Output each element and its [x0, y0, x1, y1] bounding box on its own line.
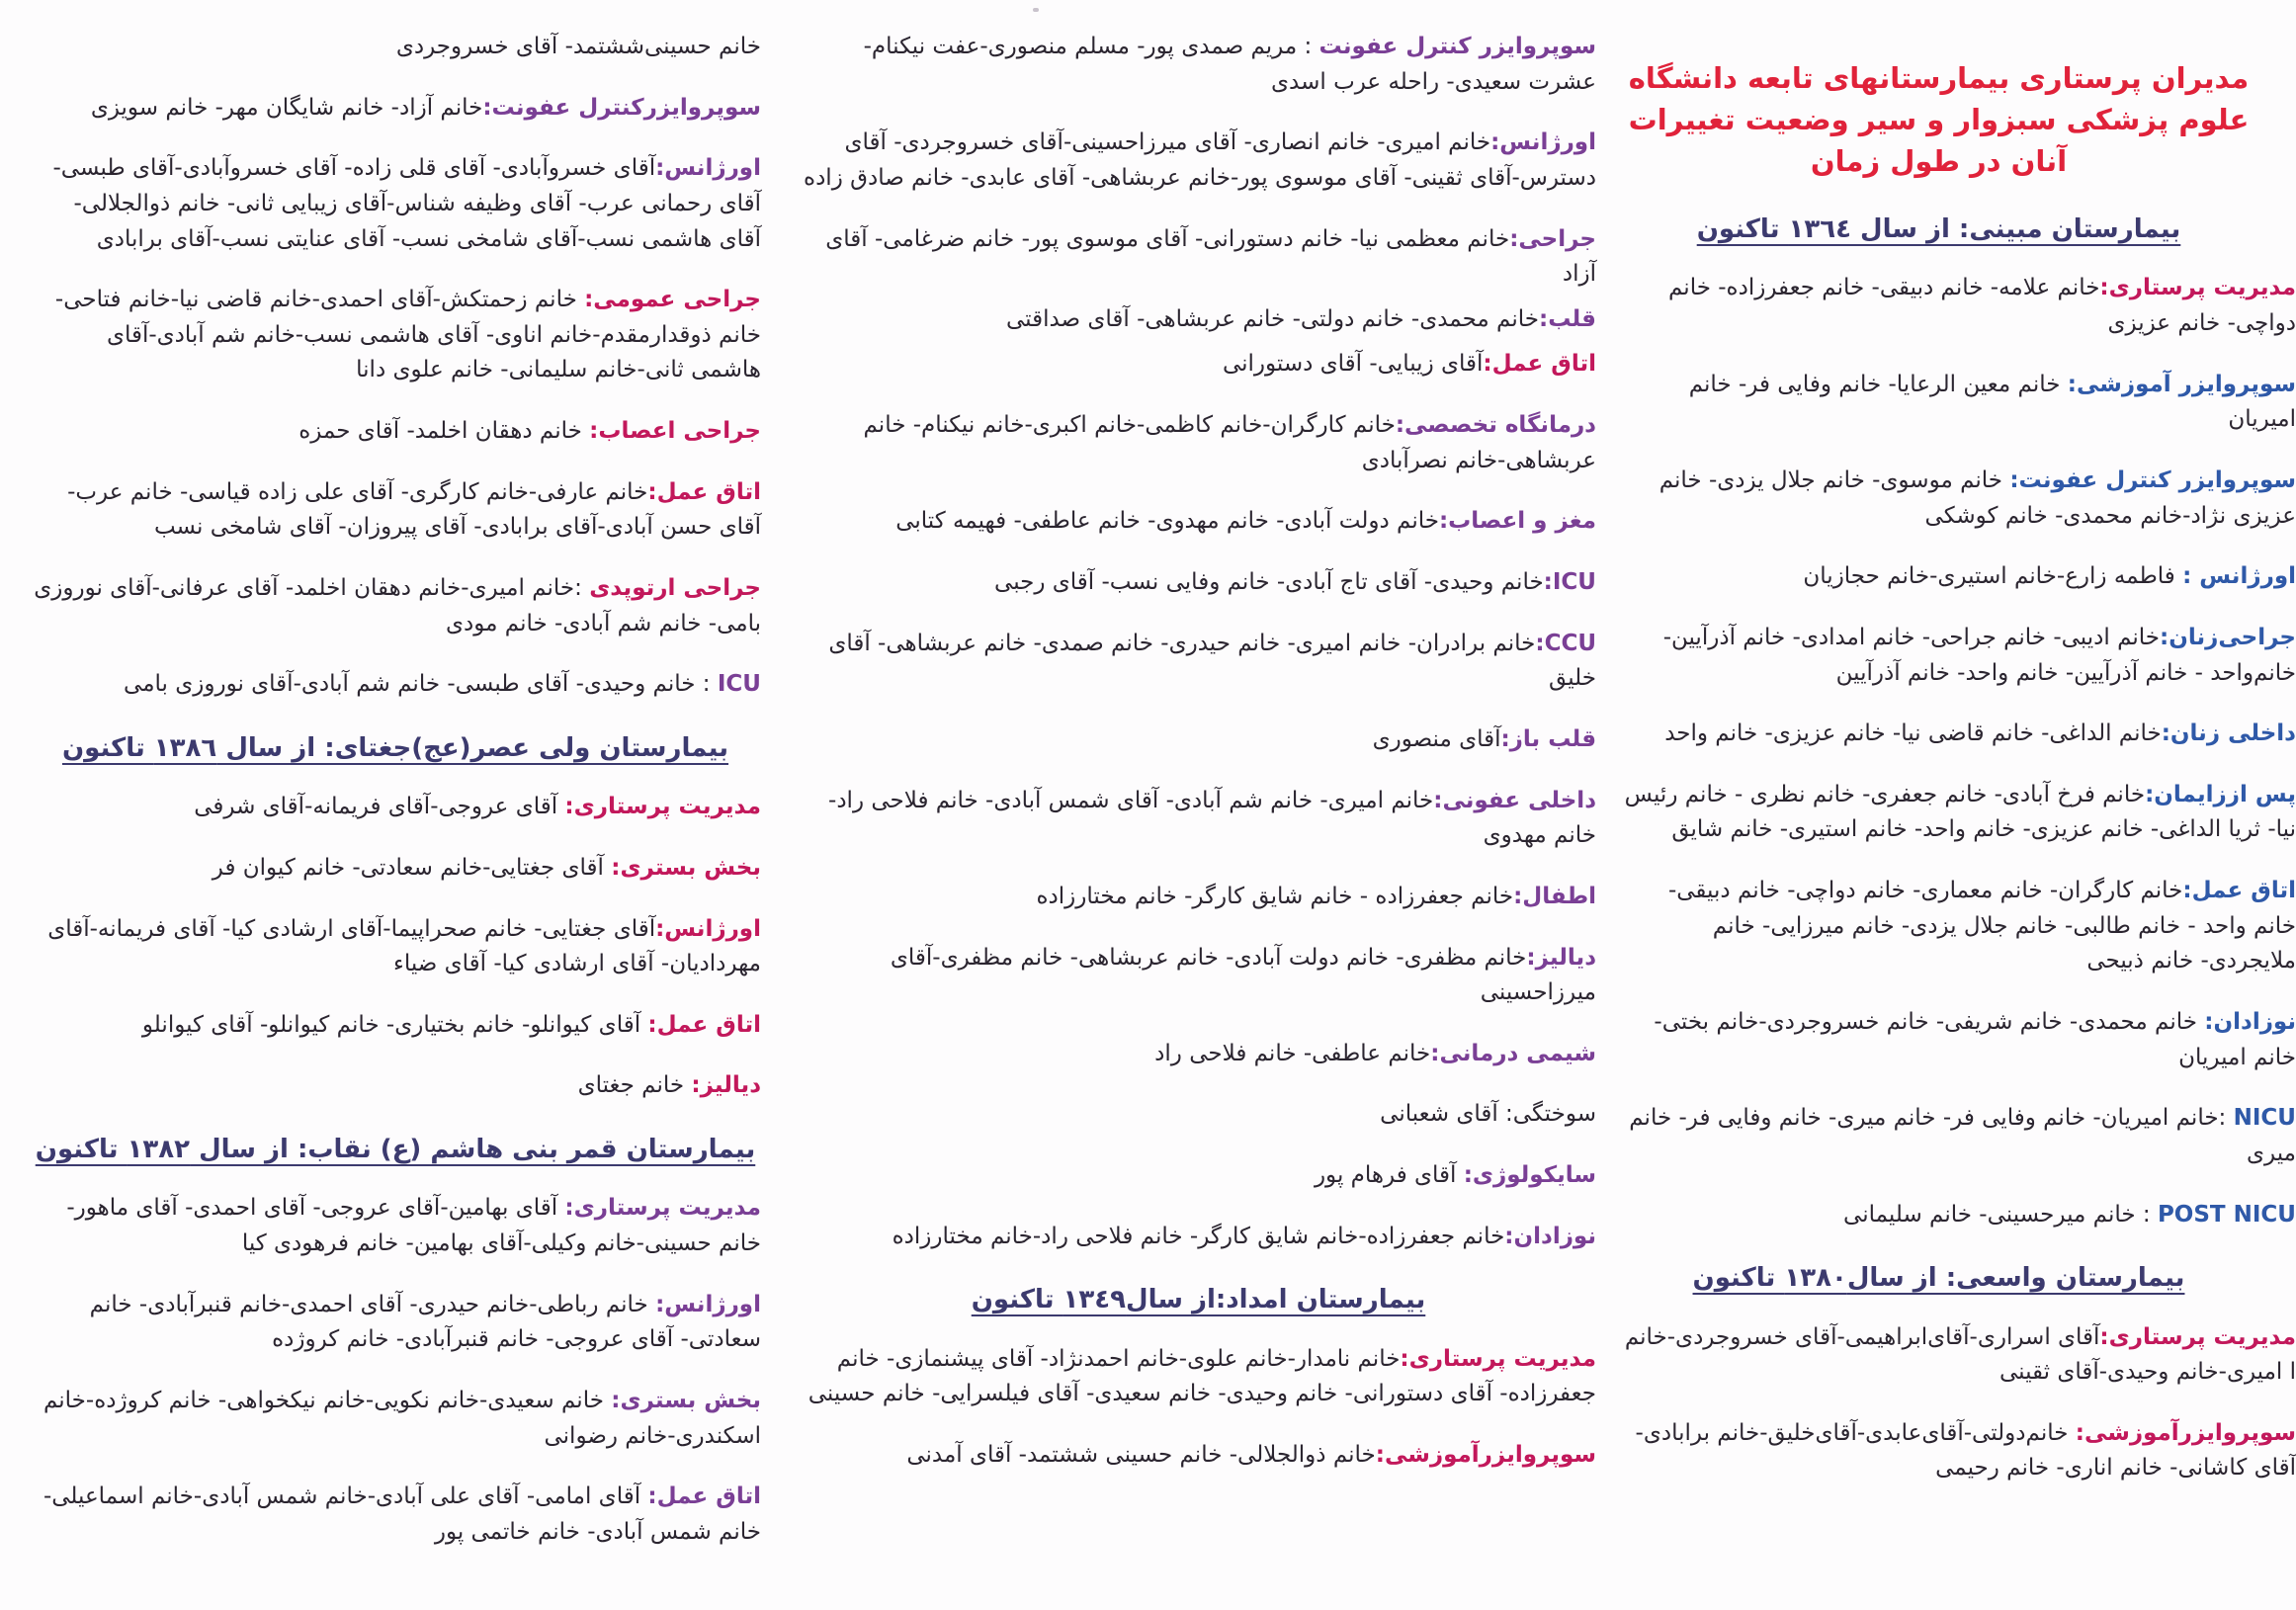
department-label: دیالیز: — [1526, 944, 1596, 971]
staff-names: خانم آزاد- خانم شایگان مهر- خانم سویزی — [90, 94, 483, 121]
staff-names: فاطمه زارع-خانم استیری-خانم حجازیان — [1803, 563, 2183, 590]
section-list — [30, 30, 761, 703]
staff-names: خانم وحیدی- آقای تاج آبادی- خانم وفایی نسب- آقای رجبی — [994, 569, 1544, 596]
staff-names: خانم رباطی-خانم حیدری- آقای احمدی-خانم قنبرآبادی- خانم سعادتی- آقای عروجی- خانم قنبرآبادی- خانم کروژده — [89, 1291, 761, 1353]
staff-names: خانم ذوالجلالی- خانم حسینی ششتمد- آقای آمدنی — [906, 1441, 1376, 1468]
hospital-heading-qamar: بیمارستان قمر بنی هاشم (ع) نقاب: از سال ١٣٨٢ تاکنون — [35, 1135, 756, 1165]
department-label: سوپروایزرآموزشی: — [2075, 1419, 2296, 1446]
staff-names: آقای منصوری — [1372, 725, 1501, 752]
section-list — [1621, 1320, 2296, 1487]
staff-names: آقای امامی- آقای علی آبادی-خانم شمس آبادی-خانم اسماعیلی-خانم شمس آبادی- خانم خاتمی پور — [43, 1483, 761, 1545]
staff-entry — [801, 1342, 1596, 1412]
staff-names: خانم مظفری- خانم دولت آبادی- خانم عربشاهی- خانم مظفری-آقای میرزاحسینی — [890, 944, 1596, 1006]
staff-names: خانم محمدی- خانم دولتی- خانم عربشاهی- آقای صداقتی — [1005, 305, 1539, 332]
hospital-heading-valiasr: بیمارستان ولی عصر(عج)جغتای: از سال ١٣٨٦ تاکنون — [61, 732, 729, 763]
staff-names: خانم ادیبی- خانم جراحی- خانم امدادی- خانم آذرآیین- خانم‌واحد - خانم آذرآیین- خانم واحد- خانم آذرآیین — [1662, 624, 2296, 686]
staff-names: : مریم صمدی پور- مسلم منصوری-عفت نیکنام- عشرت سعیدی- راحله عرب اسدی — [863, 34, 1596, 95]
column-right — [1621, 30, 2296, 1600]
department-label: ICU — [717, 671, 761, 698]
staff-names: آقای اسراری-آقای‌ابراهیمی-آقای خسروجردی-خانم ا امیری-خانم وحیدی-آقای ثقینی — [1624, 1323, 2296, 1386]
staff-names: خانم برادران- خانم امیری- خانم حیدری- خانم صمدی- خانم عربشاهی- آقای خلیق — [828, 630, 1596, 692]
staff-names: آقای خسروآبادی- آقای قلی زاده- آقای خسروآبادی-آقای طبسی- آقای رحمانی عرب- آقای وظیفه شناس-آقای زیبایی ثانی- خانم ذوالجلالی- آقای هاشمی نسب-آقای شامخی نسب- آقای عنایتی نسب-آقای برابادی — [52, 155, 761, 252]
department-label: جراحی عمومی: — [584, 287, 761, 313]
department-label: ICU: — [1543, 569, 1596, 596]
staff-names: :خانم امیری-خانم دهقان اخلمد- آقای عرفانی-آقای نوروزی بامی- خانم شم آبادی- خانم مودی — [34, 575, 761, 636]
staff-names: خانم کارگران- خانم معماری- خانم دواچی- خانم دبیقی- خانم واحد - خانم طالبی- خانم جلال یزدی- خانم میرزایی- خانم ملایجردی- خانم ذبیحی — [1667, 878, 2296, 974]
staff-names: خانم معین الرعایا- خانم وفایی فر- خانم امیریان — [1688, 371, 2296, 433]
department-label: داخلی زنان: — [2161, 720, 2296, 747]
staff-entry — [801, 1158, 1596, 1194]
staff-entry — [801, 1220, 1596, 1255]
staff-names: خانم معظمی نیا- خانم دستورانی- آقای موسوی پور- خانم ضرغامی- آقای آزاد — [825, 225, 1596, 288]
department-label: سوپروایزر آموزشی: — [2067, 371, 2296, 397]
staff-entry — [30, 912, 761, 982]
department-label: درمانگاه تخصصی: — [1395, 412, 1596, 439]
department-label: NICU — [2233, 1105, 2296, 1132]
department-label: پس اززایمان: — [2145, 781, 2296, 807]
staff-names: آقای جغتایی-خانم سعادتی- خانم کیوان فر — [212, 854, 612, 881]
department-label: قلب باز: — [1500, 725, 1596, 752]
staff-entry — [1621, 1416, 2296, 1486]
staff-names: آقای فرهام پور — [1314, 1162, 1464, 1189]
staff-entry — [801, 222, 1596, 293]
hospital-heading-mobini: بیمارستان مبینی: از سال ١٣٦٤ تاکنون — [1696, 214, 2181, 245]
staff-names: خانم فرخ آبادی- خانم جعفری- خانم نظری - خانم رئیس نیا- ثریا الداغی- خانم عزیزی- خانم واحد- خانم استیری- خانم شایق — [1624, 781, 2296, 843]
staff-entry — [30, 414, 761, 450]
department-label: اورژانس: — [655, 1291, 761, 1317]
department-label: سوپروایزرکنترل عفونت: — [482, 94, 761, 121]
scan-speck — [1033, 8, 1039, 12]
staff-entry — [801, 408, 1596, 478]
staff-entry — [30, 283, 761, 388]
staff-names: خانم کارگران-خانم کاظمی-خانم اکبری-خانم نیکنام- خانم عربشاهی-خانم نصرآبادی — [863, 412, 1596, 473]
department-label: بخش بستری: — [611, 854, 761, 881]
staff-entry — [30, 1068, 761, 1104]
staff-entry — [1621, 464, 2296, 534]
staff-entry — [30, 1384, 761, 1454]
department-label: اطفال: — [1513, 883, 1596, 909]
department-label: مدیریت پرستاری: — [2099, 275, 2296, 301]
staff-names: خانم زحمتکش-آقای احمدی-خانم قاضی نیا-خانم فتاحی-خانم ذوقدارمقدم-خانم اناوی- آقای هاشمی نسب-خانم شم آبادی-آقای هاشمی ثانی-خانم سلیمانی- خانم علوی دانا — [54, 287, 761, 383]
staff-entry — [30, 30, 761, 65]
staff-entry — [30, 1288, 761, 1358]
staff-entry — [801, 347, 1596, 382]
department-label: داخلی عفونی: — [1433, 787, 1596, 813]
staff-entry — [30, 1480, 761, 1550]
staff-names: خانم الداغی- خانم قاضی نیا- خانم عزیزی- خانم واحد — [1664, 720, 2162, 747]
staff-names: آقای جغتایی- خانم صحراپیما-آقای ارشادی کیا- آقای فریمانه-آقای مهردادیان- آقای ارشادی کیا- آقای ضیاء — [47, 915, 761, 977]
section-list — [30, 1191, 761, 1550]
department-label: جراحی‌زنان: — [2160, 624, 2296, 650]
staff-entry — [1621, 368, 2296, 438]
staff-entry — [801, 504, 1596, 540]
staff-entry — [1621, 559, 2296, 595]
staff-entry — [30, 151, 761, 257]
staff-names: خانم دهقان اخلمد- آقای حمزه — [298, 418, 590, 445]
department-label: اورژانس : — [2182, 563, 2296, 590]
staff-names: خانم علامه- خانم دبیقی- خانم جعفرزاده- خانم دواچی- خانم عزیزی — [1668, 275, 2296, 337]
department-label: سوپروایزر کنترل عفونت — [1318, 34, 1596, 59]
staff-entry — [801, 302, 1596, 338]
hospital-heading-emdad: بیمارستان امداد:از سال١٣٤٩ تاکنون — [971, 1285, 1426, 1315]
staff-names: : خانم وحیدی- آقای طبسی- خانم شم آبادی-آقای نوروزی بامی — [124, 671, 718, 698]
staff-names: خانم نامدار-خانم علوی-خانم احمدنژاد- آقای پیشنمازی- خانم جعفرزاده- آقای دستورانی- خانم وحیدی- خانم سعیدی- آقای فیلسرایی- خانم حسینی — [808, 1345, 1596, 1407]
staff-entry — [801, 1037, 1596, 1072]
department-label: اتاق عمل: — [1483, 351, 1596, 378]
staff-entry — [801, 126, 1596, 196]
department-label: مدیریت پرستاری: — [2099, 1323, 2296, 1350]
staff-entry — [801, 1097, 1596, 1133]
department-label: دیالیز: — [691, 1072, 761, 1099]
staff-names: خانم جعفرزاده-خانم شایق کارگر- خانم فلاحی راد-خانم مختارزاده — [892, 1223, 1505, 1249]
staff-entry — [30, 851, 761, 887]
staff-entry — [801, 784, 1596, 854]
department-label: مدیریت پرستاری: — [564, 794, 761, 820]
staff-names: سوختگی: آقای شعبانی — [1380, 1101, 1596, 1128]
staff-names: خانم امیری- خانم انصاری- آقای میرزاحسینی-آقای خسروجردی- آقای دسترس-آقای ثقینی- آقای موسوی پور-خانم عربشاهی- آقای عابدی- خانم صادق زاده — [804, 129, 1596, 191]
section-list — [1621, 271, 2296, 1232]
section-list — [801, 30, 1596, 1254]
department-label: شیمی درمانی: — [1430, 1040, 1596, 1066]
department-label: مدیریت پرستاری: — [1400, 1345, 1596, 1372]
staff-entry — [1621, 1005, 2296, 1075]
staff-entry — [30, 667, 761, 703]
department-label: اورژانس: — [655, 155, 761, 182]
department-label: سایکولوژی: — [1463, 1162, 1596, 1189]
staff-entry — [30, 1008, 761, 1044]
staff-entry — [1621, 1320, 2296, 1391]
staff-names: خانم عاطفی- خانم فلاحی راد — [1154, 1040, 1431, 1066]
staff-entry — [801, 941, 1596, 1011]
staff-names: خانم عارفی-خانم کارگری- آقای علی زاده قیاسی- خانم عرب- آقای حسن آبادی-آقای برابادی- آقای پیروزان- آقای شامخی نسب — [67, 478, 761, 541]
department-label: اتاق عمل: — [647, 1011, 761, 1038]
staff-entry — [1621, 1101, 2296, 1171]
department-label: اتاق عمل: — [647, 478, 761, 505]
department-label: اتاق عمل: — [647, 1483, 761, 1510]
staff-names: خانم محمدی- خانم شریفی- خانم خسروجردی-خانم بختی- خانم امیریان — [1654, 1009, 2296, 1070]
department-label: مغز و اعصاب: — [1438, 508, 1596, 535]
department-label: نوزادان: — [1504, 1223, 1596, 1249]
staff-entry — [801, 627, 1596, 697]
staff-entry — [30, 790, 761, 825]
department-label: مدیریت پرستاری: — [564, 1195, 761, 1222]
department-label: POST NICU — [2157, 1201, 2296, 1228]
department-label: اتاق عمل: — [2182, 878, 2296, 904]
staff-entry — [801, 1438, 1596, 1474]
staff-entry — [1621, 1198, 2296, 1233]
department-label: نوزادان: — [2204, 1009, 2296, 1036]
staff-names: خانم‌دولتی-آقای‌عابدی-آقای‌خلیق-خانم برابادی- آقای کاشانی- خانم اناری- خانم رحیمی — [1635, 1419, 2296, 1482]
department-label: قلب: — [1539, 305, 1596, 332]
staff-names: :خانم امیریان- خانم وفایی فر- خانم میری- خانم وفایی فر- خانم میری — [1629, 1105, 2296, 1166]
staff-names: خانم امیری- خانم شم آبادی- آقای شمس آبادی- خانم فلاحی راد- خانم مهدوی — [828, 787, 1596, 849]
staff-entry — [801, 880, 1596, 915]
staff-names: : خانم میرحسینی- خانم سلیمانی — [1843, 1201, 2158, 1228]
staff-names: خانم حسینی‌ششتمد- آقای خسروجردی — [395, 34, 761, 59]
department-label: جراحی: — [1509, 225, 1596, 252]
staff-entry — [1621, 271, 2296, 341]
staff-entry — [30, 1191, 761, 1261]
staff-names: خانم سعیدی-خانم نکویی-خانم نیکخواهی- خانم کروژده-خانم اسکندری-خانم رضوانی — [43, 1387, 761, 1449]
department-label: اورژانس: — [1490, 129, 1596, 156]
department-label: سوپروایزرآموزشی: — [1375, 1441, 1596, 1468]
staff-names: آقای کیوانلو- خانم بختیاری- خانم کیوانلو- آقای کیوانلو — [141, 1011, 648, 1038]
staff-entry — [801, 30, 1596, 100]
hospital-heading-vaseie: بیمارستان واسعی: از سال١٣٨٠ تاکنون — [1692, 1263, 2185, 1294]
staff-entry — [801, 565, 1596, 601]
staff-entry — [1621, 778, 2296, 848]
department-label: سوپروایزر کنترل عفونت: — [2009, 467, 2296, 493]
staff-entry — [30, 475, 761, 546]
staff-names: آقای عروجی-آقای فریمانه-آقای شرفی — [194, 794, 565, 820]
staff-entry — [1621, 874, 2296, 979]
staff-names: آقای بهامین-آقای عروجی- آقای احمدی- آقای ماهور- خانم حسینی-خانم وکیلی-آقای بهامین- خانم فرهودی کیا — [66, 1195, 761, 1257]
staff-names: خانم جغتای — [577, 1072, 692, 1099]
department-label: جراحی ارتوپدی — [589, 575, 761, 602]
section-list — [801, 1342, 1596, 1474]
staff-entry — [30, 91, 761, 127]
staff-names: خانم موسوی- خانم جلال یزدی- خانم عزیزی نژاد-خانم محمدی- خانم کوشکی — [1658, 467, 2296, 529]
staff-entry — [1621, 717, 2296, 752]
column-middle — [801, 30, 1596, 1600]
staff-entry — [801, 722, 1596, 758]
document-title: مدیران پرستاری بیمارستانهای تابعه دانشگاه علوم پزشکی سبزوار و سیر وضعیت تغییرات آنان در طول زمان — [1628, 61, 2250, 179]
staff-entry — [30, 571, 761, 641]
department-label: بخش بستری: — [611, 1387, 761, 1413]
department-label: اورژانس: — [655, 915, 761, 942]
staff-names: خانم جعفرزاده - خانم شایق کارگر- خانم مختارزاده — [1036, 883, 1514, 909]
department-label: CCU: — [1535, 630, 1596, 656]
staff-names: آقای زیبایی- آقای دستورانی — [1222, 351, 1484, 378]
column-left — [30, 30, 761, 1600]
department-label: جراحی اعصاب: — [589, 418, 761, 445]
staff-entry — [1621, 621, 2296, 691]
staff-names: خانم دولت آبادی- خانم مهدوی- خانم عاطفی- فهیمه کتابی — [895, 508, 1439, 535]
section-list — [30, 790, 761, 1104]
